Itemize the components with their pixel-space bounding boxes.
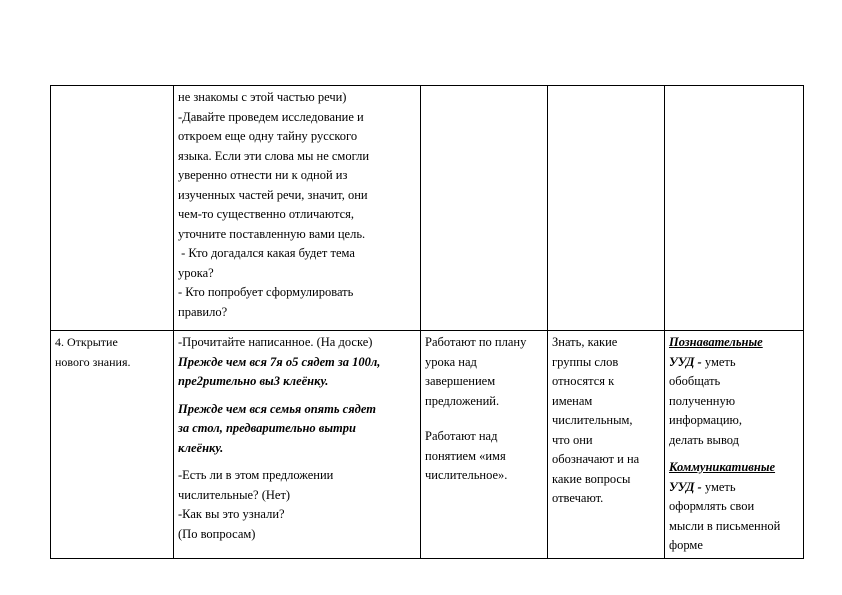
question-text: -Есть ли в этом предложении [178,468,334,482]
text-line: Работают по плану [425,335,527,349]
text-line: отвечают. [552,491,604,505]
text-line: числительным, [552,413,633,427]
text-line: относятся к [552,374,615,388]
text-line: урока над [425,354,477,369]
decoded-sentence: клеёнку. [178,440,224,455]
text-line: оформлять свои [669,499,755,513]
stage-cell [51,86,174,331]
text-line: какие вопросы [552,471,631,486]
text-line: завершением [425,374,496,388]
text-line: мысли в письменной [669,518,781,533]
instruction-text: -Прочитайте написанное. (На доске) [178,335,373,349]
table-row [51,86,804,331]
text-line: урока? [178,265,214,280]
text-line: - Кто догадался какая будет тема [178,246,355,260]
stage-cell [51,331,174,559]
uud-label: УУД - [669,354,702,369]
uud-cognitive-title: Познавательные [669,335,763,349]
lesson-table [50,85,804,559]
text-line: - Кто попробует сформулировать [178,285,354,299]
table-row [51,331,804,559]
stage-title: нового знания. [55,354,131,369]
text-line: чем-то существенно отличаются, [178,207,355,221]
question-text: числительные? (Нет) [178,487,291,502]
text-line: именам [552,393,593,408]
stage-title: 4. Открытие [55,335,118,349]
uud-cell [665,86,804,331]
puzzle-sentence: Прежде чем вся 7я о5 сядет за 100л, [178,354,381,369]
teacher-activity-cell [174,331,421,559]
uud-communicative-title: Коммуникативные [669,460,776,474]
question-text: (По вопросам) [178,526,256,541]
text-line: группы слов [552,354,619,369]
uud-cell [665,331,804,559]
text-line: языка. Если эти слова мы не смогли [178,148,370,163]
uud-text: уметь [701,479,736,494]
text-line: форме [669,538,703,552]
decoded-sentence: за стол, предварительно вытри [178,421,356,435]
text-line: информацию, [669,413,743,427]
uud-text: уметь [704,354,736,369]
result-cell [548,86,665,331]
student-activity-cell [421,86,548,331]
text-line: что они [552,432,593,447]
text-line: полученную [669,393,736,408]
puzzle-sentence: пре2рительно вы3 клеёнку. [178,374,329,388]
text-line: не знакомы с этой частью речи) [178,90,347,104]
text-line: Знать, какие [552,335,618,349]
text-line: -Давайте проведем исследование и [178,109,364,124]
decoded-sentence: Прежде чем вся семья опять сядет [178,401,376,416]
teacher-activity-cell [174,86,421,331]
text-line: обозначают и на [552,452,640,466]
text-line: Работают над [425,429,498,443]
text-line: уточните поставленную вами цель. [178,226,366,241]
text-line: откроем еще одну тайну русского [178,129,358,143]
text-line: делать вывод [669,432,740,447]
text-line: изученных частей речи, значит, они [178,187,368,202]
student-activity-cell [421,331,548,559]
question-text: -Как вы это узнали? [178,507,285,521]
result-cell [548,331,665,559]
text-line: уверенно отнести ни к одной из [178,168,348,182]
text-line: понятием «имя [425,448,506,463]
text-line: предложений. [425,393,500,408]
text-line: правило? [178,304,228,319]
uud-label: УУД - [669,479,702,494]
text-line: числительное». [425,468,508,482]
text-line: обобщать [669,374,721,388]
